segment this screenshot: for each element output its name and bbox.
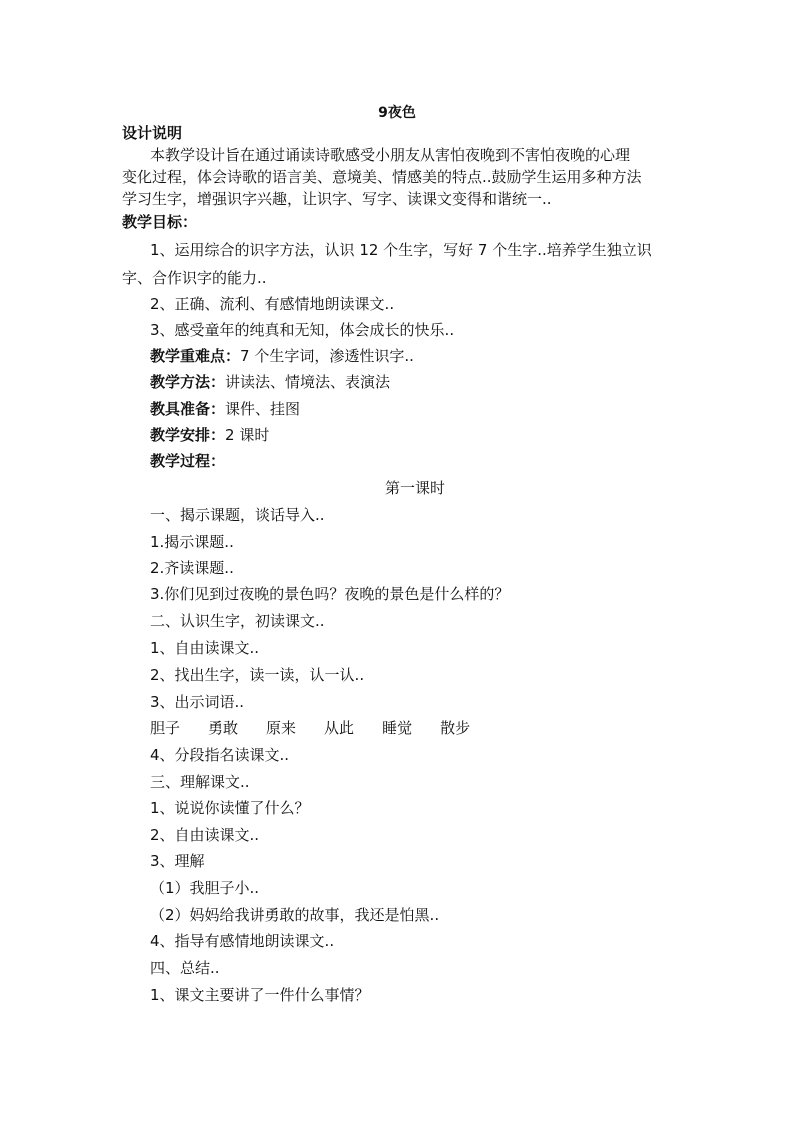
- goal-3: 3、感受童年的纯真和无知，体会成长的快乐..: [150, 321, 455, 339]
- design-line-3: 学习生字，增强识字兴趣，让识字、写字、读课文变得和谐统一..: [122, 190, 552, 208]
- part-3-sub-2: （2）妈妈给我讲勇敢的故事，我还是怕黑..: [150, 906, 440, 924]
- part-1-item-2: 2.齐读课题..: [150, 559, 234, 577]
- teaching-tools: [150, 399, 300, 419]
- tools-value: 课件、挂图: [225, 400, 301, 418]
- design-line-1: 本教学设计旨在通过诵读诗歌感受小朋友从害怕夜晚到不害怕夜晚的心理: [150, 146, 631, 164]
- key-points: [150, 346, 414, 366]
- methods-label: 教学方法：: [150, 373, 226, 391]
- part-1-heading: 一、揭示课题，谈话导入..: [150, 506, 325, 524]
- part-3-item-4: 4、指导有感情地朗读课文..: [150, 932, 335, 950]
- key-points-value: 7 个生字词，渗透性识字..: [240, 347, 414, 365]
- part-3-item-1: 1、说说你读懂了什么？: [150, 799, 310, 817]
- word-item: 从此: [324, 719, 355, 737]
- part-2-item-4: 4、分段指名读课文..: [150, 746, 290, 764]
- schedule-label: 教学安排：: [150, 426, 226, 444]
- design-line-2: 变化过程，体会诗歌的语言美、意境美、情感美的特点..鼓励学生运用多种方法: [122, 168, 642, 186]
- part-3-sub-1: （1）我胆子小..: [150, 879, 260, 897]
- goal-1-line-2: 字、合作识字的能力..: [122, 269, 267, 287]
- design-heading: 设计说明: [122, 124, 183, 142]
- key-points-label: 教学重难点：: [150, 347, 241, 365]
- part-3-item-2: 2、自由读课文..: [150, 826, 260, 844]
- word-item: 散步: [440, 719, 471, 737]
- goals-heading: 教学目标：: [122, 213, 198, 231]
- page-title: 9夜色: [378, 105, 416, 121]
- part-1-item-3: 3.你们见到过夜晚的景色吗？夜晚的景色是什么样的？: [150, 585, 510, 603]
- schedule-value: 2 课时: [225, 426, 270, 444]
- part-2-heading: 二、认识生字，初读课文..: [150, 612, 325, 630]
- word-item: 睡觉: [382, 719, 413, 737]
- part-2-item-1: 1、自由读课文..: [150, 639, 260, 657]
- part-4-heading: 四、总结..: [150, 959, 220, 977]
- part-3-item-3: 3、理解: [150, 852, 205, 870]
- part-1-item-1: 1.揭示课题..: [150, 533, 234, 551]
- word-item: 原来: [266, 719, 297, 737]
- part-3-heading: 三、理解课文..: [150, 773, 250, 791]
- word-item: 勇敢: [208, 719, 239, 737]
- lesson-title: 第一课时: [384, 479, 445, 497]
- methods-value: 讲读法、情境法、表演法: [225, 373, 391, 391]
- goal-1-line-1: 1、运用综合的识字方法，认识 12 个生字，写好 7 个生字..培养学生独立识: [150, 241, 652, 259]
- part-4-item-1: 1、课文主要讲了一件什么事情？: [150, 986, 370, 1004]
- goal-2: 2、正确、流利、有感情地朗读课文..: [150, 295, 395, 313]
- word-item: 胆子: [150, 719, 181, 737]
- part-2-item-2: 2、找出生字，读一读，认一认..: [150, 666, 365, 684]
- teaching-schedule: [150, 425, 269, 445]
- part-2-item-3: 3、出示词语..: [150, 693, 245, 711]
- process-label: 教学过程：: [150, 452, 226, 470]
- tools-label: 教具准备：: [150, 400, 226, 418]
- vocabulary-words: [150, 718, 498, 738]
- teaching-methods: [150, 372, 390, 392]
